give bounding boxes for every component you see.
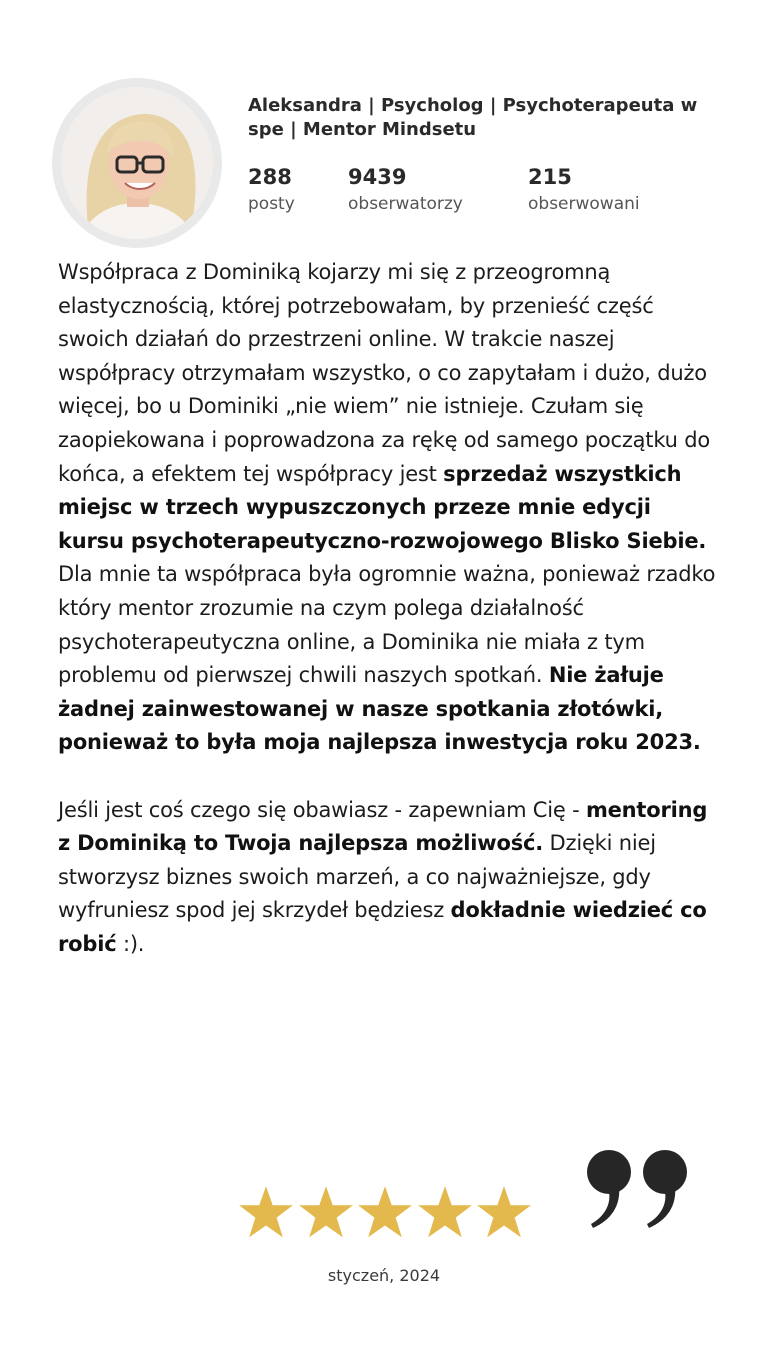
stat-value: 288: [248, 165, 292, 189]
review-paragraph-2: [58, 794, 718, 962]
star-icon: [238, 1184, 294, 1240]
stat-following[interactable]: [528, 164, 640, 216]
review-highlight: sprzedaż wszystkich miejsc w trzech wypuszczonych przeze mnie edycji kursu psychoterapeutyczno-rozwojowego Blisko Siebie.: [58, 461, 707, 553]
review-text-span: Współpraca z Dominiką kojarzy mi się z przeogromną elastycznością, której potrzebowałam, by przenieść część swoich działań do przestrzeni online. W trakcie naszej współpracy otrzymałam wszystko, o co zapytałam i dużo, dużo więcej, bo u Dominiki „nie wiem” nie istnieje. Czułam się zaopiekowana i poprowadzona za rękę od samego początku do końca, a efektem tej współpracy jest: [58, 260, 711, 486]
star-icon: [357, 1184, 413, 1240]
review-text-span: Dla mnie ta współpraca była ogromnie ważna, ponieważ rzadko który mentor zrozumie na czym polega działalność psychoterapeutyczna online, a Dominika nie miała z tym problemu od pierwszej chwili naszych spotkań.: [58, 562, 716, 688]
stat-label: obserwatorzy: [348, 194, 463, 214]
profile-header: [52, 78, 712, 248]
review-text: [58, 256, 718, 961]
review-paragraph-1: [58, 256, 718, 760]
star-icon: [298, 1184, 354, 1240]
review-highlight: dokładnie wiedzieć co robić: [58, 898, 707, 956]
review-text-span: Dzięki niej stworzysz biznes swoich marzeń, a co najważniejsze, gdy wyfruniesz spod jej skrzydeł będziesz: [58, 831, 656, 923]
stat-label: posty: [248, 194, 295, 214]
stat-label: obserwowani: [528, 194, 640, 214]
star-icon: [417, 1184, 473, 1240]
rating-stars: [238, 1184, 532, 1244]
stat-value: 9439: [348, 165, 407, 189]
review-highlight: mentoring z Dominiką to Twoja najlepsza możliwość.: [58, 797, 708, 856]
avatar-ring[interactable]: [52, 78, 222, 248]
star-icon: [476, 1184, 532, 1240]
review-text-span: Jeśli jest coś czego się obawiasz - zapewniam Cię -: [58, 797, 586, 822]
stat-followers[interactable]: [348, 164, 463, 216]
stat-posts[interactable]: [248, 164, 295, 216]
closing-quote-icon: [585, 1148, 695, 1230]
review-text-span: :).: [116, 931, 145, 956]
profile-name[interactable]: Aleksandra | Psycholog | Psychoterapeuta w spe | Mentor Mindsetu: [248, 95, 698, 140]
review-date: styczeń, 2024: [327, 1266, 441, 1285]
profile-photo-icon: [61, 87, 213, 239]
stat-value: 215: [528, 165, 572, 189]
avatar: [61, 87, 213, 239]
review-highlight: Nie żałuje żadnej zainwestowanej w nasze spotkania złotówki, ponieważ to była moja najlepsza inwestycja roku 2023.: [58, 663, 701, 755]
